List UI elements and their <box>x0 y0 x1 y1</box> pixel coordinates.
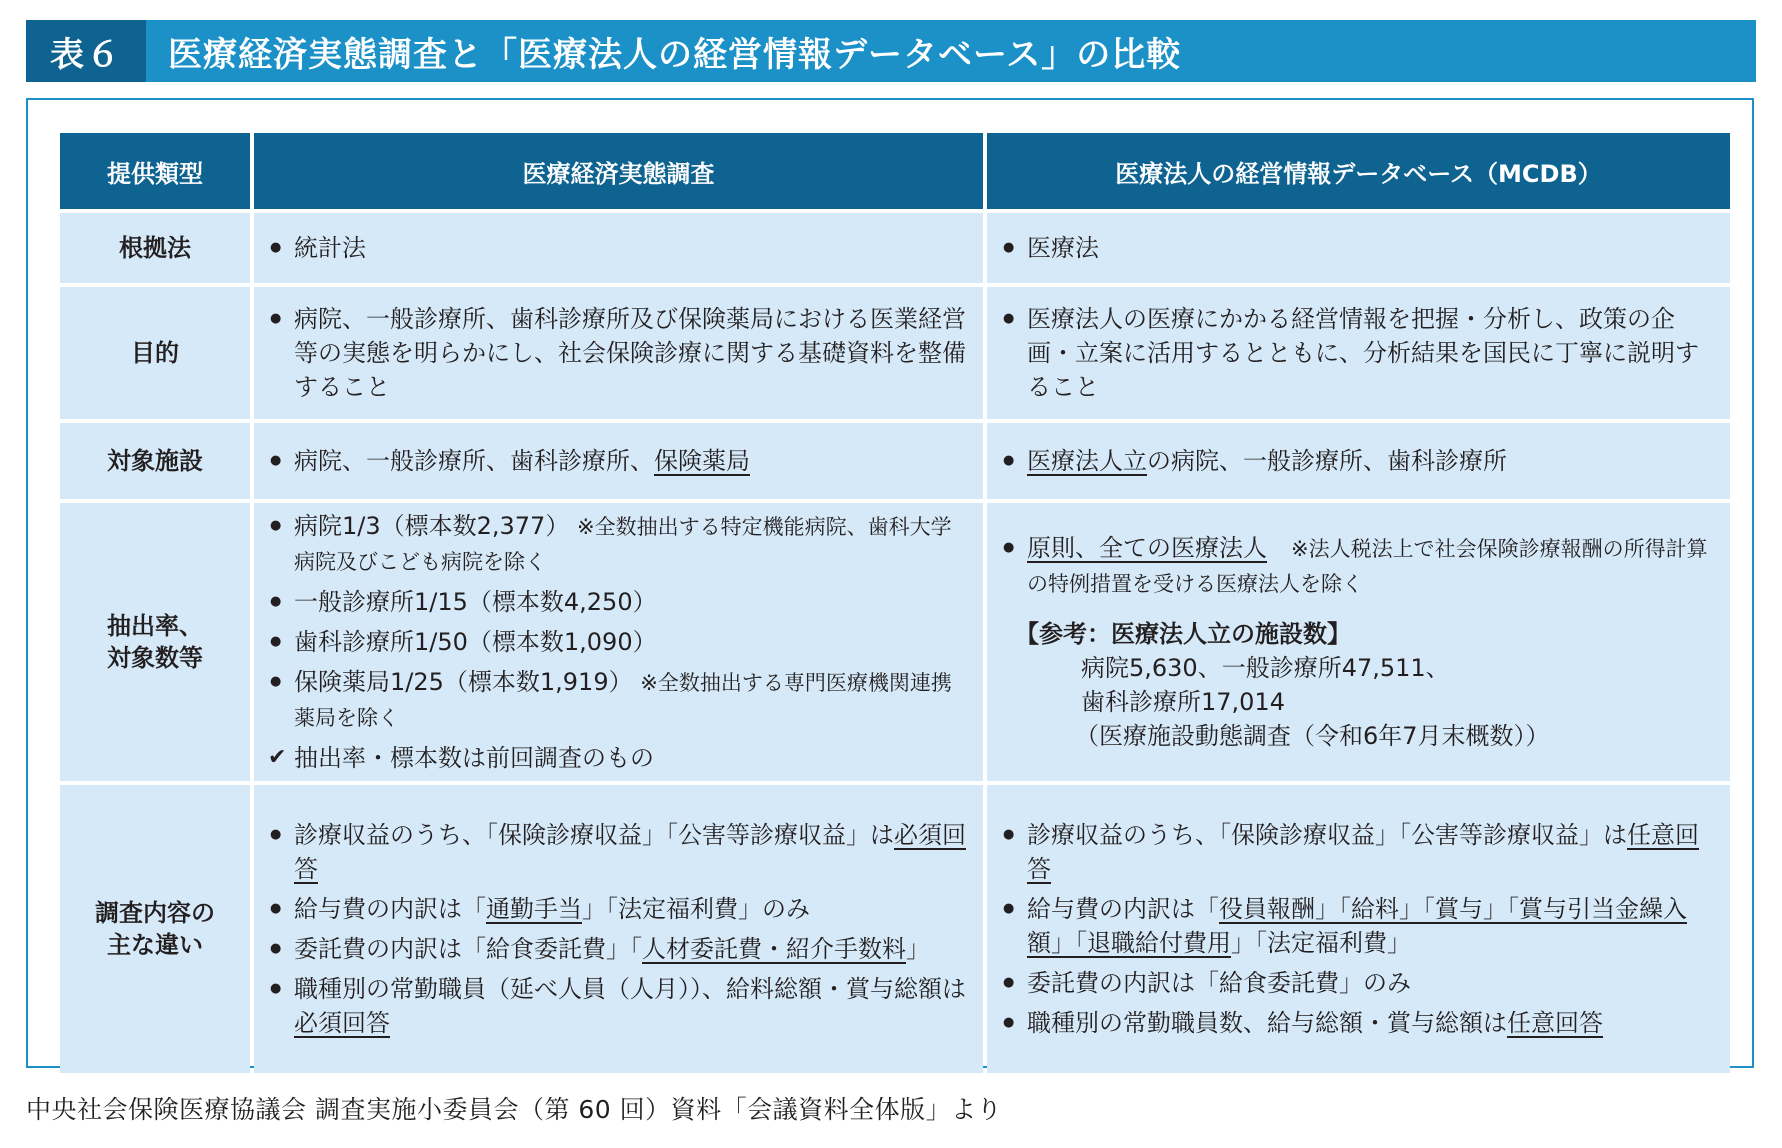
header-category: 提供類型 <box>60 133 250 209</box>
header-survey: 医療経済実態調査 <box>254 133 983 209</box>
list-item <box>268 932 967 966</box>
row-legal-basis <box>60 213 1730 283</box>
list-item: ● 統計法 <box>268 231 967 265</box>
row-label: 根拠法 <box>60 213 250 283</box>
list-item <box>268 665 967 735</box>
row-label <box>60 785 250 1073</box>
list-item <box>268 509 967 579</box>
text: 職種別の常勤職員数、給与総額・賞与総額は <box>1027 1009 1507 1037</box>
text: の病院、一般診療所、歯科診療所 <box>1147 447 1507 475</box>
list-item: ● 医療法 <box>1001 231 1714 265</box>
item-text: 歯科診療所1/50（標本数1,090） <box>294 628 657 656</box>
mcdb-cell <box>987 785 1730 1073</box>
list-item <box>1001 444 1714 478</box>
source-note: 中央社会保険医療協議会 調査実施小委員会（第 60 回）資料「会議資料全体版」より <box>26 1095 1003 1124</box>
text: 診療収益のうち、「保険診療収益」「公害等診療収益」は <box>1027 821 1627 849</box>
mcdb-cell <box>987 287 1730 419</box>
header-mcdb: 医療法人の経営情報データベース（MCDB） <box>987 133 1730 209</box>
table-title-bar <box>26 20 1756 82</box>
underlined-text: 保険薬局 <box>654 447 750 475</box>
row-label-line: 抽出率、 <box>107 612 203 640</box>
list-item <box>268 625 967 659</box>
mcdb-cell <box>987 213 1730 283</box>
text: 病院、一般診療所、歯科診療所、 <box>294 447 654 475</box>
list-item <box>1001 892 1714 960</box>
underlined-text: 人材委託費・紹介手数料 <box>642 935 906 963</box>
row-label-line: 調査内容の <box>95 899 215 927</box>
list-item <box>1001 531 1714 601</box>
item-note: ※法人税法上で社会保険診療報酬の所得計算の特例措置を受ける医療法人を除く <box>1027 537 1708 596</box>
underlined-text: 役員報酬」「給料」「賞与」「賞与引当金繰入額」「退職給付費用 <box>1027 895 1687 957</box>
text: 」 <box>906 935 930 963</box>
reference-line: 病院5,630、一般診療所47,511、 <box>1081 654 1450 682</box>
text: 診療収益のうち、「保険診療収益」「公害等診療収益」は <box>294 821 894 849</box>
row-label-line: 主な違い <box>107 931 203 959</box>
reference-source: （医療施設動態調査（令和6年7月末概数）） <box>1075 722 1550 750</box>
list-item <box>268 818 967 886</box>
text: 職種別の常勤職員（延べ人員（人月））、給料総額・賞与総額は <box>294 975 966 1003</box>
text: 」「法定福利費」のみ <box>582 895 810 923</box>
row-label-line: 対象数等 <box>107 644 203 672</box>
item-text: 保険薬局1/25（標本数1,919） <box>294 668 633 696</box>
row-label: 目的 <box>60 287 250 419</box>
reference-title: 【参考：医療法人立の施設数】 <box>1015 620 1351 648</box>
reference-block <box>1001 617 1714 753</box>
survey-cell <box>254 287 983 419</box>
list-item <box>1001 1006 1714 1040</box>
check-item: ✔ 抽出率・標本数は前回調査のもの <box>268 741 967 775</box>
list-item <box>268 585 967 619</box>
underlined-text: 原則、全ての医療法人 <box>1027 534 1267 562</box>
list-item: ● 病院、一般診療所、歯科診療所及び保険薬局における医業経営等の実態を明らかにし、社会保険診療に関する基礎資料を整備すること <box>268 302 967 404</box>
row-label <box>60 503 250 781</box>
row-target-facilities <box>60 423 1730 499</box>
underlined-text: 任意回答 <box>1027 821 1699 883</box>
text: 」「法定福利費」 <box>1231 929 1411 957</box>
survey-cell <box>254 503 983 781</box>
mcdb-cell <box>987 423 1730 499</box>
list-item: ● 医療法人の医療にかかる経営情報を把握・分析し、政策の企画・立案に活用するとともに、分析結果を国民に丁寧に説明すること <box>1001 302 1714 404</box>
row-label: 対象施設 <box>60 423 250 499</box>
table-title: 医療経済実態調査と「医療法人の経営情報データベース」の比較 <box>168 34 1182 75</box>
underlined-text: 医療法人立 <box>1027 447 1147 475</box>
underlined-text: 任意回答 <box>1507 1009 1603 1037</box>
table-number: 表６ <box>26 20 146 82</box>
survey-cell <box>254 423 983 499</box>
list-item: ● 委託費の内訳は「給食委託費」のみ <box>1001 966 1714 1000</box>
list-item <box>268 972 967 1040</box>
survey-cell <box>254 213 983 283</box>
underlined-text: 通勤手当 <box>486 895 582 923</box>
underlined-text: 必須回答 <box>294 1009 390 1037</box>
comparison-table <box>56 129 1734 1077</box>
list-item <box>268 444 967 478</box>
row-main-differences <box>60 785 1730 1073</box>
item-text: 一般診療所1/15（標本数4,250） <box>294 588 657 616</box>
item-text: 病院1/3（標本数2,377） <box>294 512 570 540</box>
item-note: ※全数抽出する特定機能病院、歯科大学病院及びこども病院を除く <box>294 515 952 574</box>
text: 給与費の内訳は「 <box>294 895 486 923</box>
reference-line: 歯科診療所17,014 <box>1081 688 1285 716</box>
text: 委託費の内訳は「給食委託費」「 <box>294 935 642 963</box>
survey-cell <box>254 785 983 1073</box>
row-purpose <box>60 287 1730 419</box>
list-item <box>268 892 967 926</box>
mcdb-cell <box>987 503 1730 781</box>
header-row <box>60 133 1730 209</box>
row-sampling-rate <box>60 503 1730 781</box>
item-note: ※全数抽出する専門医療機関連携薬局を除く <box>294 671 952 730</box>
text: 給与費の内訳は「 <box>1027 895 1219 923</box>
list-item <box>1001 818 1714 886</box>
underlined-text: 必須回答 <box>294 821 966 883</box>
